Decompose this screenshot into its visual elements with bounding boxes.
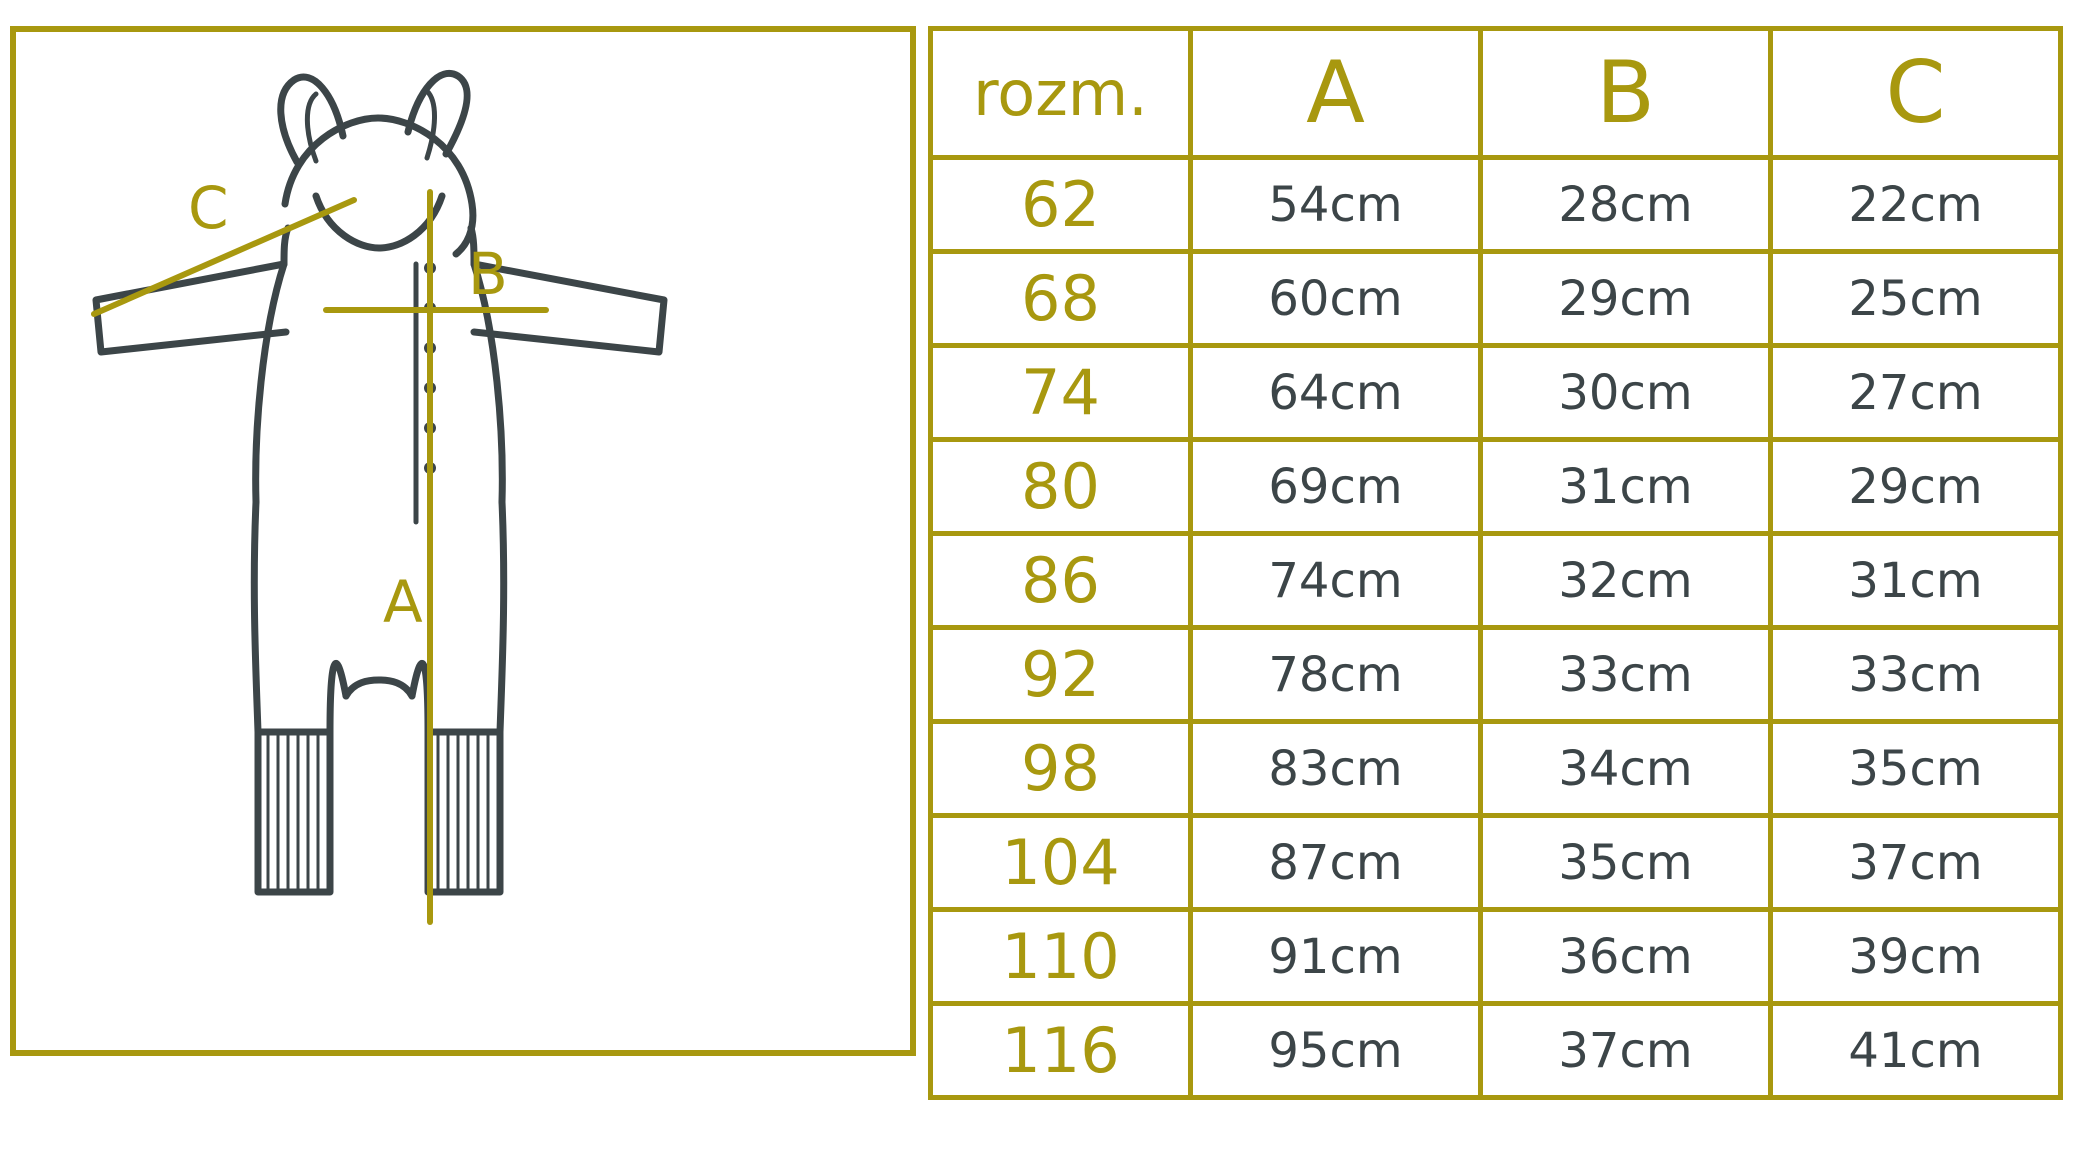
cell-size: 86 bbox=[931, 534, 1191, 628]
cell-b: 37cm bbox=[1481, 1004, 1771, 1098]
cell-b: 32cm bbox=[1481, 534, 1771, 628]
cell-b: 29cm bbox=[1481, 252, 1771, 346]
cell-a: 95cm bbox=[1191, 1004, 1481, 1098]
crotch bbox=[346, 680, 412, 696]
body-side-left-upper bbox=[256, 264, 284, 502]
cell-size: 92 bbox=[931, 628, 1191, 722]
cell-c: 35cm bbox=[1771, 722, 2061, 816]
header-b: B bbox=[1481, 29, 1771, 158]
cell-size: 80 bbox=[931, 440, 1191, 534]
table-row bbox=[931, 440, 2061, 534]
cell-a: 78cm bbox=[1191, 628, 1481, 722]
cell-b: 28cm bbox=[1481, 158, 1771, 252]
cell-b: 34cm bbox=[1481, 722, 1771, 816]
cell-a: 69cm bbox=[1191, 440, 1481, 534]
cell-a: 87cm bbox=[1191, 816, 1481, 910]
cell-c: 22cm bbox=[1771, 158, 2061, 252]
ear-right-inner bbox=[427, 91, 435, 158]
sleeve-left bbox=[96, 264, 286, 352]
cell-size: 116 bbox=[931, 1004, 1191, 1098]
table-row bbox=[931, 158, 2061, 252]
cell-c: 27cm bbox=[1771, 346, 2061, 440]
cell-a: 74cm bbox=[1191, 534, 1481, 628]
cell-c: 29cm bbox=[1771, 440, 2061, 534]
size-table bbox=[928, 26, 2063, 1100]
cell-size: 68 bbox=[931, 252, 1191, 346]
leg-right-outer bbox=[500, 502, 504, 732]
label-c: C bbox=[188, 174, 229, 242]
table-row bbox=[931, 346, 2061, 440]
header-c: C bbox=[1771, 29, 2061, 158]
cell-b: 35cm bbox=[1481, 816, 1771, 910]
garment-diagram-panel bbox=[10, 26, 916, 1056]
label-a: A bbox=[383, 568, 423, 636]
cell-b: 33cm bbox=[1481, 628, 1771, 722]
cell-size: 62 bbox=[931, 158, 1191, 252]
cell-b: 30cm bbox=[1481, 346, 1771, 440]
table-row bbox=[931, 816, 2061, 910]
cell-size: 110 bbox=[931, 910, 1191, 1004]
cell-a: 54cm bbox=[1191, 158, 1481, 252]
cell-b: 36cm bbox=[1481, 910, 1771, 1004]
header-a: A bbox=[1191, 29, 1481, 158]
table-row bbox=[931, 628, 2061, 722]
label-b: B bbox=[468, 240, 508, 308]
cell-a: 83cm bbox=[1191, 722, 1481, 816]
leg-left-outer bbox=[254, 502, 258, 732]
hood-face-opening bbox=[316, 196, 442, 248]
cell-size: 98 bbox=[931, 722, 1191, 816]
table-row bbox=[931, 722, 2061, 816]
cell-c: 39cm bbox=[1771, 910, 2061, 1004]
cell-c: 31cm bbox=[1771, 534, 2061, 628]
hood-outline bbox=[285, 118, 473, 254]
cell-size: 74 bbox=[931, 346, 1191, 440]
cell-c: 25cm bbox=[1771, 252, 2061, 346]
table-row bbox=[931, 252, 2061, 346]
cell-size: 104 bbox=[931, 816, 1191, 910]
cell-b: 31cm bbox=[1481, 440, 1771, 534]
table-row bbox=[931, 910, 2061, 1004]
cell-a: 64cm bbox=[1191, 346, 1481, 440]
cell-a: 60cm bbox=[1191, 252, 1481, 346]
garment-diagram-svg bbox=[16, 32, 922, 1062]
table-header-row bbox=[931, 29, 2061, 158]
cell-c: 41cm bbox=[1771, 1004, 2061, 1098]
header-size: rozm. bbox=[931, 29, 1191, 158]
cell-a: 91cm bbox=[1191, 910, 1481, 1004]
cell-c: 37cm bbox=[1771, 816, 2061, 910]
table-row bbox=[931, 534, 2061, 628]
table-row bbox=[931, 1004, 2061, 1098]
cell-c: 33cm bbox=[1771, 628, 2061, 722]
